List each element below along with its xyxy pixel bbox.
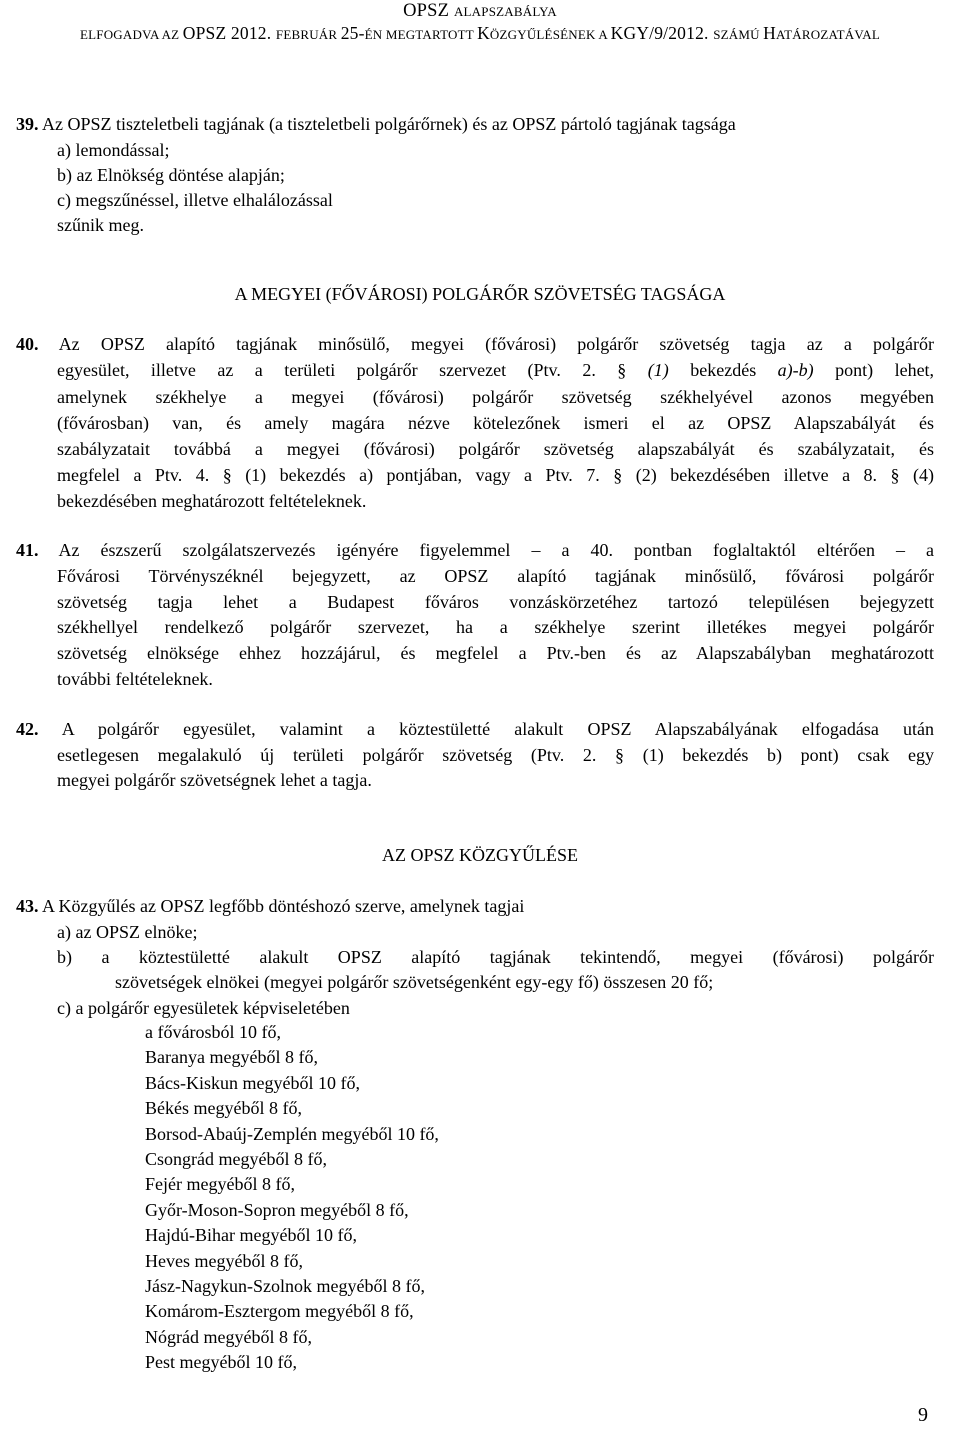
section-42-line-3: megyei polgárőr szövetségnek lehet a tagja. [57,770,372,790]
section-41-line-4: székhellyel rendelkező polgárőr szervezet, ha a székhelye szerint illetékes megyei polgárőr [57,617,934,637]
section-40-text-2: egyesület, illetve az a területi polgárőr szervezet (Ptv. 2. [57,360,596,380]
section-39-text: Az OPSZ tiszteletbeli tagjának (a tiszteletbeli polgárőrnek) és az OPSZ pártoló tagjának tagsága [38,114,736,134]
list-item: Baranya megyéből 8 fő, [145,1047,318,1068]
list-item: Fejér megyéből 8 fő, [145,1174,295,1195]
section-42-line-2: esetlegesen megalakuló új területi polgárőr szövetség (Ptv. 2. § (1) bekezdés b) pont) csak egy [57,745,934,765]
header-segment: ÖZGYŰLÉSÉNEK A [489,27,611,42]
document-header-subtitle [0,23,960,45]
section-41-number: 41. [16,540,39,560]
section-41-line-1 [16,537,934,563]
header-segment: SZÁMÚ [713,27,764,42]
section-39-item-c: c) megszűnéssel, illetve elhalálozással [57,190,333,210]
section-40-line-4: (fővárosban) van, és amely magára nézve kötelezőnek ismeri el az OPSZ Alapszabályát és [57,413,934,433]
section-40-text-2c: pont) lehet, [835,360,935,380]
list-item: Nógrád megyéből 8 fő, [145,1326,312,1347]
header-segment: 25- [340,23,365,43]
section-42-text-1: A polgárőr egyesület, valamint a köztestületté alakult OPSZ Alapszabályának elfogadása után [61,719,934,739]
section-40-italic-2: a)-b) [777,360,814,380]
section-43-number: 43. [16,896,39,916]
list-item: Hajdú-Bihar megyéből 10 fő, [145,1225,357,1246]
section-41-text-1: Az észszerű szolgálatszervezés igényére figyelemmel – a 40. pontban foglaltaktól eltérően – a [58,540,934,560]
document-header-title [0,1,960,22]
section-40-line-6: megfelel a Ptv. 4. § (1) bekezdés a) pontjában, vagy a Ptv. 7. § (2) bekezdésében illetve a 8. § (4) [57,465,934,485]
section-43-intro [16,893,524,919]
section-43-item-b-line-1: b) a köztestületté alakult OPSZ alapító tagjának tekintendő, megyei (fővárosi) polgárőr [57,947,934,967]
header-segment: ELFOGADVA AZ [80,27,183,42]
header-segment: ATÁROZATÁVAL [776,27,880,42]
header-segment: FEBRUÁR [275,27,341,42]
list-item: Jász-Nagykun-Szolnok megyéből 8 fő, [145,1276,425,1296]
section-39-end: szűnik meg. [57,215,144,235]
header-segment: ÉN MEGTARTOTT [364,27,478,42]
list-item: Bács-Kiskun megyéből 10 fő, [145,1072,360,1093]
section-title-megyei: A MEGYEI (FŐVÁROSI) POLGÁRŐR SZÖVETSÉG TAGSÁGA [234,284,726,304]
header-alapszabalya: ALAPSZABÁLYA [453,4,557,19]
page-number: 9 [918,1404,928,1426]
section-40-text-1: Az OPSZ alapító tagjának minősülő, megyei (fővárosi) polgárőr szövetség tagja az a polgárőr [58,334,934,354]
list-item: Heves megyéből 8 fő, [145,1250,303,1271]
list-item: Borsod-Abaúj-Zemplén megyéből 10 fő, [145,1123,439,1144]
section-39-item-b: b) az Elnökség döntése alapján; [57,165,285,185]
header-opsz: OPSZ [403,1,454,21]
section-39-number: 39. [16,114,39,134]
header-segment: OPSZ 2012. [182,23,276,43]
list-item: Csongrád megyéből 8 fő, [145,1149,327,1169]
header-segment: H [763,23,776,43]
section-title-kozgyules: AZ OPSZ KÖZGYŰLÉSE [382,845,578,865]
section-40-line-1 [16,331,934,357]
section-39-item-a: a) lemondással; [57,140,170,160]
section-43-item-a: a) az OPSZ elnöke; [57,922,198,942]
list-item: Békés megyéből 8 fő, [145,1098,302,1119]
section-41-line-5: szövetség elnöksége ehhez hozzájárul, és megfelel a Ptv.-ben és az Alapszabályban meghatározott [57,643,934,663]
section-40-line-5: szabályzatait továbbá a megyei (fővárosi) polgárőr szövetség alapszabályát és szabályzatait, és [57,439,934,459]
section-40-italic-1: (1) [647,360,669,380]
section-42-line-1 [16,716,934,742]
header-segment: KGY/9/2012. [610,23,714,43]
section-41-line-2: Fővárosi Törvényszéknél bejegyzett, az OPSZ alapító tagjának minősülő, fővárosi polgárőr [57,566,934,586]
list-item: Győr-Moson-Sopron megyéből 8 fő, [145,1199,409,1220]
section-40-line-7: bekezdésében meghatározott feltételeknek. [57,491,367,511]
section-40-number: 40. [16,334,39,354]
list-item: a fővárosból 10 fő, [145,1022,281,1042]
paragraph-symbol: § [617,360,627,380]
section-39-intro [16,111,736,137]
list-item: Pest megyéből 10 fő, [145,1352,297,1373]
section-41-line-3: szövetség tagja lehet a Budapest főváros vonzáskörzetéhez tartozó településen bejegyzett [57,592,934,612]
section-42-number: 42. [16,719,39,739]
list-item: Komárom-Esztergom megyéből 8 fő, [145,1301,414,1322]
section-41-line-6: további feltételeknek. [57,669,213,689]
header-segment: K [477,23,490,43]
section-43-item-c: c) a polgárőr egyesületek képviseletében [57,998,350,1018]
section-43-item-b-line-2: szövetségek elnökei (megyei polgárőr szövetségenként egy-egy fő) összesen 20 fő; [115,972,714,992]
section-43-text: A Közgyűlés az OPSZ legfőbb döntéshozó szerve, amelynek tagjai [42,896,525,916]
section-40-text-2b: bekezdés [690,360,757,380]
section-40-line-2 [57,357,934,383]
section-40-line-3: amelynek székhelye a megyei (fővárosi) polgárőr szövetség székhelyével azonos megyében [57,387,934,407]
